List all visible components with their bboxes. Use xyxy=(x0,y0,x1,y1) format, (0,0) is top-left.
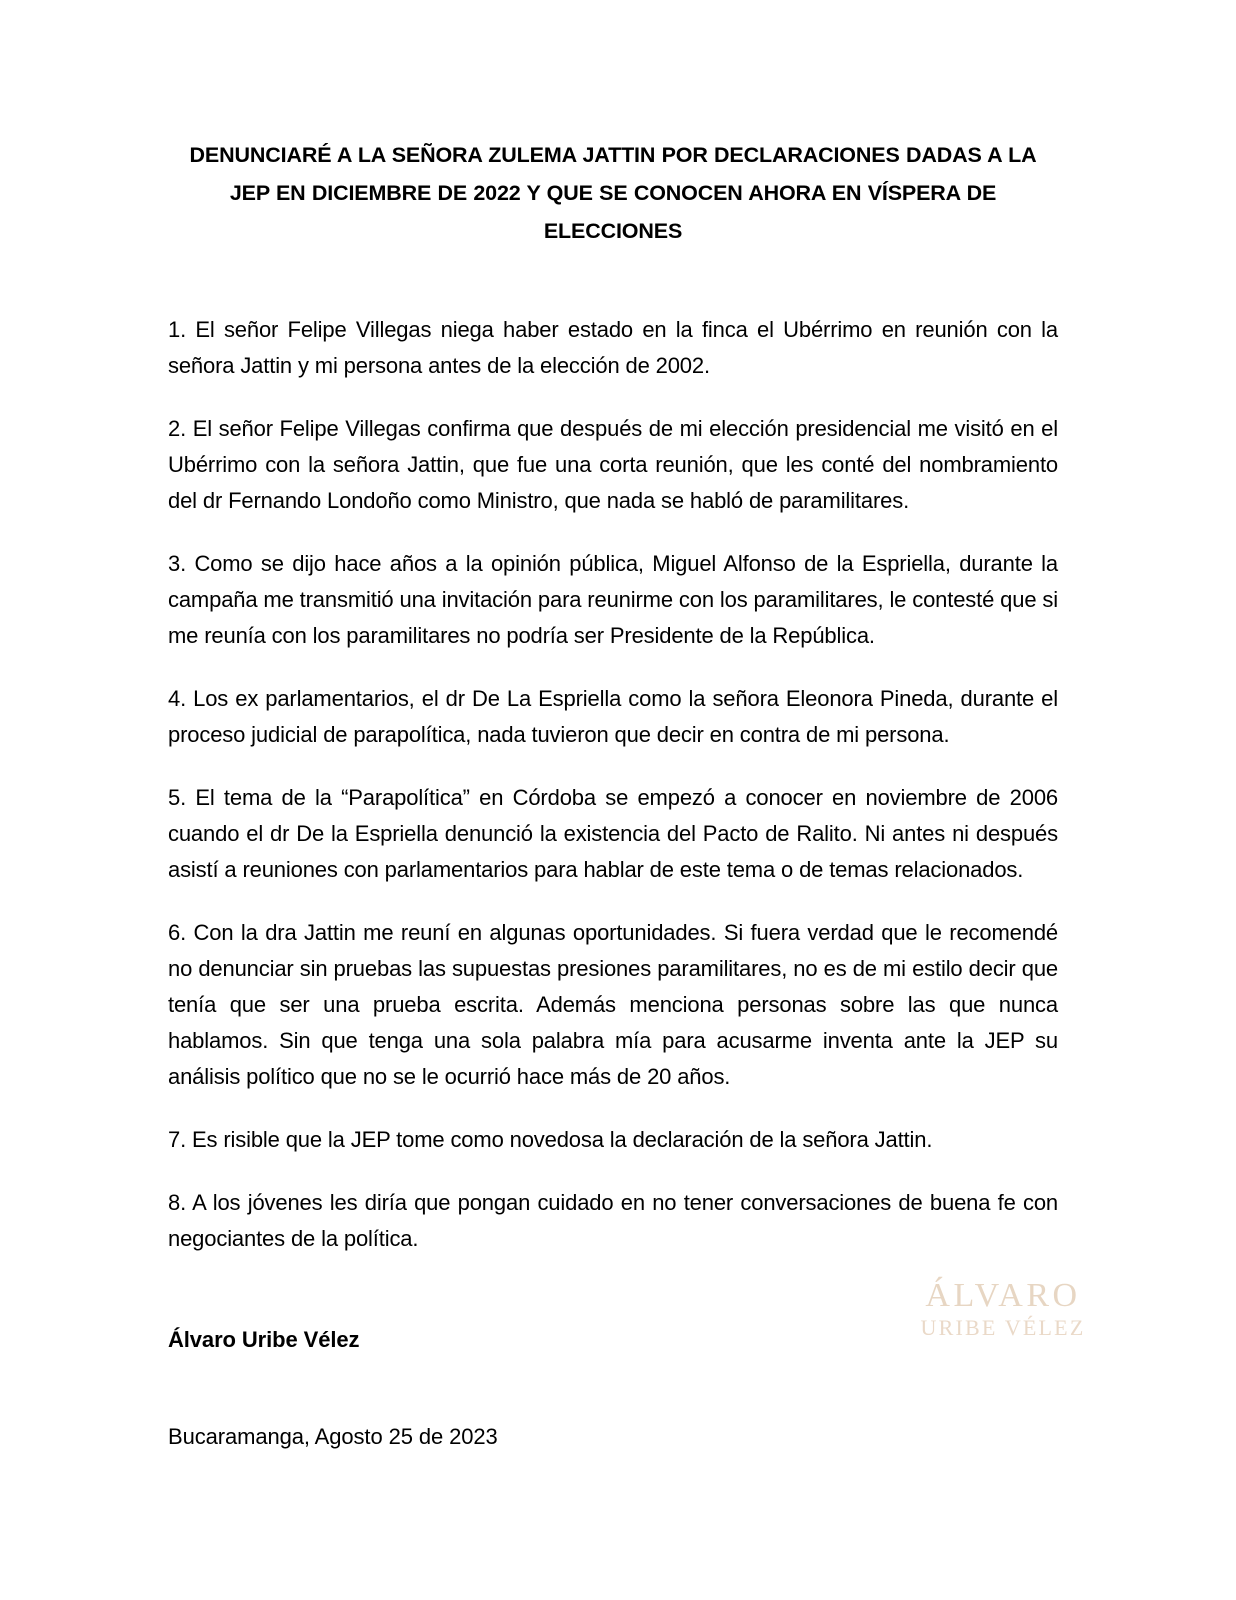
dateline: Bucaramanga, Agosto 25 de 2023 xyxy=(168,1424,498,1449)
document-content xyxy=(168,0,1058,1453)
brand-logo-secondary-text: URIBE VÉLEZ xyxy=(920,1315,1086,1340)
statement-paragraph-7: 7. Es risible que la JEP tome como novedosa la declaración de la señora Jattin. xyxy=(168,1127,933,1152)
statement-paragraph-5: 5. El tema de la “Parapolítica” en Córdoba se empezó a conocer en noviembre de 2006 cuando el dr De la Espriella denunció la existencia del Pacto de Ralito. Ni antes ni después asistí a reuniones con parlamentarios para hablar de este tema o de temas relacionados. xyxy=(168,785,1058,882)
statement-paragraph-3: 3. Como se dijo hace años a la opinión pública, Miguel Alfonso de la Espriella, durante la campaña me transmitió una invitación para reunirme con los paramilitares, le contesté que si me reunía con los paramilitares no podría ser Presidente de la República. xyxy=(168,551,1058,648)
signature-name: Álvaro Uribe Vélez xyxy=(168,1327,360,1352)
brand-logo-primary-text: ÁLVARO xyxy=(925,1277,1081,1314)
statement-paragraph-6: 6. Con la dra Jattin me reuní en algunas oportunidades. Si fuera verdad que le recomendé no denunciar sin pruebas las supuestas presiones paramilitares, no es de mi estilo decir que tenía que ser una prueba escrita. Además menciona personas sobre las que nunca hablamos. Sin que tenga una sola palabra mía para acusarme inventa ante la JEP su análisis político que no se le ocurrió hace más de 20 años. xyxy=(168,920,1058,1089)
statement-paragraph-1: 1. El señor Felipe Villegas niega haber estado en la finca el Ubérrimo en reunión con la señora Jattin y mi persona antes de la elección de 2002. xyxy=(168,317,1058,378)
statement-paragraph-2: 2. El señor Felipe Villegas confirma que después de mi elección presidencial me visitó en el Ubérrimo con la señora Jattin, que fue una corta reunión, que les conté del nombramiento del dr Fernando Londoño como Ministro, que nada se habló de paramilitares. xyxy=(168,416,1058,513)
page-title: DENUNCIARÉ A LA SEÑORA ZULEMA JATTIN POR DECLARACIONES DADAS A LA JEP EN DICIEMBRE DE 2022 Y QUE SE CONOCEN AHORA EN VÍSPERA DE ELECCIONES xyxy=(189,143,1037,243)
statement-list xyxy=(168,312,1058,1257)
statement-paragraph-8: 8. A los jóvenes les diría que pongan cuidado en no tener conversaciones de buena fe con negociantes de la política. xyxy=(168,1190,1058,1251)
brand-logo-watermark xyxy=(898,1277,1108,1341)
statement-paragraph-4: 4. Los ex parlamentarios, el dr De La Espriella como la señora Eleonora Pineda, durante el proceso judicial de parapolítica, nada tuvieron que decir en contra de mi persona. xyxy=(168,686,1058,747)
